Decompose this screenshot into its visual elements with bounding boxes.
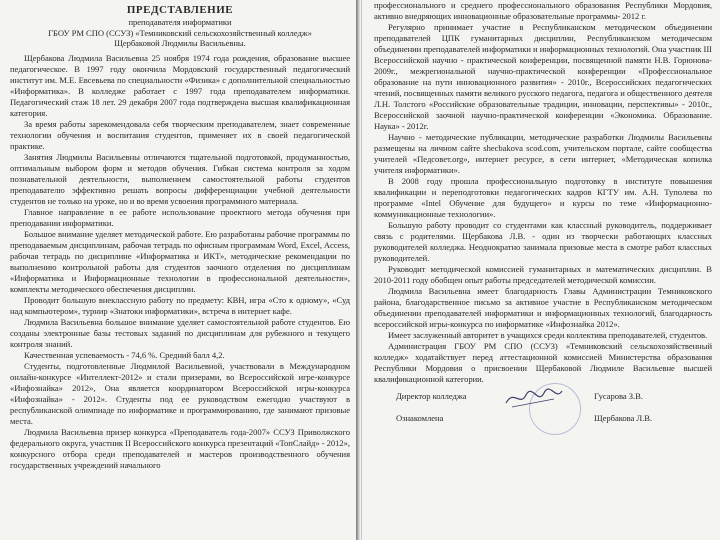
acquainted-name: Щербакова Л.В. xyxy=(594,413,653,423)
paragraph: Людмила Васильевна призер конкурса «Преподаватель года-2007» ССУЗ Приволжского федерального округа, участник II Всероссийского конкурса презентаций «ТопСлайд» - 2012», конкурсного отбора среди преподавателей и мастеров производственного обучения государственных учреждений начального xyxy=(10,426,350,470)
left-page xyxy=(0,0,358,540)
left-page-text xyxy=(10,4,350,471)
acquainted-role: Ознакомлена xyxy=(396,413,444,423)
paragraph: Щербакова Людмила Васильевна 25 ноября 1974 года рождения, образование высшее педагогическое. В 1997 году окончила Мордовский государственный педагогический институт им. М.Е. Евсевьева по специальности «Физика» с дополнительной специальностью «Информатика». В колледже работает с 1997 года преподавателем информатики. Педагогический стаж 18 лет. 29 декабря 2007 года подтверждена высшая квалификационная категория. xyxy=(10,52,350,118)
header-line-1: преподавателя информатики xyxy=(128,17,232,27)
paragraph: Большую работу проводит со студентами как классный руководитель, поддерживает связь с родителями. Щербакова Л.В. - один из творчески работающих классных руководителей колледжа. Неоднократно занимала призовые места в смотре работ классных руководителей. xyxy=(374,220,712,263)
paragraph: Регулярно принимает участие в Республиканском методическом объединении преподавателей ЦПК гуманитарных дисциплин, Республиканском методическом объединении преподавателей информатики и информационных технологий. Она участник III Всероссийской научно - практической конференции, посвященной памяти Н.В. Горюнова- 2009г., межрегиональной научно-практической конференции «Профессиональное образование на пути инновационного развития» - 2010г., Всероссийских педагогических чтений, посвященных памяти великого русского педагога, педагога и общественного деятеля Л.Н. Толстого «Российские образовательные традиции, инновации, перспективы» - 2010г., Всероссийской заочной научно-практической конференции «Экономика. Образование. Наука» - 2012г. xyxy=(374,22,712,131)
paragraph: Администрация ГБОУ РМ СПО (ССУЗ) «Темниковский сельскохозяйственный колледж» ходатайствует перед аттестационной комиссией Министерства образования Республики Мордовия о присвоении Щербаковой Людмиле Васильевне высшей квалификационной категории. xyxy=(374,341,712,384)
paragraph: Большое внимание уделяет методической работе. Ею разработаны рабочие программы по преподаваемым дисциплинам, рабочая тетрадь по офисным программам Word, Excel, Access, рабочая тетрадь по дисциплине «Информатика и ИКТ», методические рекомендации по выполнению контрольной работы для студентов заочного отделения по дисциплинам «Информатика и Информационные технологии в профессиональной деятельности», комплекты методического обеспечения дисциплин. xyxy=(10,228,350,294)
header-line-2: ГБОУ РМ СПО (ССУЗ) «Темниковский сельскохозяйственный колледж» xyxy=(48,27,312,38)
paragraph: Людмила Васильевна имеет благодарность Главы Администрации Темниковского района, благодарственное письмо за активное участие в Республиканском методическом объединении преподавателей информатики и информационных технологий, благодарность всероссийской игры-конкурса по информатике «Инфознайка 2012». xyxy=(374,286,712,329)
paragraph: профессионального и среднего профессионального образования Республики Мордовия, активно внедряющих инновационные образовательные программы- 2012 г. xyxy=(374,0,712,21)
paragraph: Качественная успеваемость - 74,6 %. Средний балл 4,2. xyxy=(24,349,225,360)
paragraph: Студенты, подготовленные Людмилой Васильевной, участвовали в Международном онлайн-конкурсе «Интеллект-2012» и стали призерами, во Всероссийской игре-конкурсе «Инфознайка» 2012», Она является координатором Всероссийской игры-конкурса «Инфознайка» - 2012». Студенты под ее руководством ежегодно участвуют в республиканской олимпиаде по информатике и программированию, где занимают призовые места. xyxy=(10,360,350,426)
director-role: Директор колледжа xyxy=(396,391,467,401)
paragraph: Научно - методические публикации, методические разработки Людмилы Васильевны размещены на личном сайте shecbakova scod.com, учительском портале, сайте сообщества учителей «Педсовет.org», интернет ресурсе, в сети интернет, «Методическая копилка учителя информатики». xyxy=(374,132,712,175)
director-signature-row xyxy=(396,391,643,402)
paragraph: Людмила Васильевна большое внимание уделяет самостоятельной работе студентов. Ею созданы электронные базы тестовых заданий по дисциплинам для рубежного и текущего контроля знаний. xyxy=(10,316,350,349)
director-name: Гусарова З.В. xyxy=(594,391,643,401)
paragraph: В 2008 году прошла профессиональную подготовку в институте повышения квалификации и переподготовки педагогических кадров КГТУ им. А.Н. Туполева по программе «Intel Обучение для будущего» и курсы по теме «Информационно-коммуникационные технологии». xyxy=(374,176,712,219)
document-title: ПРЕДСТАВЛЕНИЕ xyxy=(126,4,234,16)
handwritten-signature xyxy=(504,385,564,411)
paragraph: За время работы зарекомендовала себя творческим преподавателем, знает современные технологии обучения и воспитания студентов, применяет их в своей педагогической практике. xyxy=(10,118,350,151)
acquainted-signature-row xyxy=(396,413,653,424)
paragraph: Имеет заслуженный авторитет в учащихся среди коллектива преподавателей, студентов. xyxy=(388,330,708,340)
right-page-text xyxy=(374,0,712,431)
signature-block xyxy=(374,391,712,431)
paragraph: Занятия Людмилы Васильевны отличаются тщательной подготовкой, продуманностью, оптимальным выбором форм и методов обучения. Гибкая система контроля за ходом познавательной деятельности, выполнением самостоятельной работы студентов преподавателю эффективно решать вопросы дифференциации учебной деятельности студентов не только на уроке, но и во время усвоения программного материала. xyxy=(10,151,350,206)
header-line-3: Щербаковой Людмилы Васильевны. xyxy=(114,38,246,48)
right-page xyxy=(362,0,720,540)
paragraph: Главное направление в ее работе использование проектного метода обучения при преподавании информатики. xyxy=(10,206,350,228)
document-header xyxy=(10,4,350,49)
paragraph: Руководит методической комиссией гуманитарных и математических дисциплин. В 2010-2011 году обобщен опыт работы председателей методической комиссии. xyxy=(374,264,712,285)
paragraph: Проводит большую внеклассную работу по предмету: КВН, игра «Сто к одному», «Суд над компьютером», турнир «Знатоки информатики», встреча в интернет кафе. xyxy=(10,294,350,316)
